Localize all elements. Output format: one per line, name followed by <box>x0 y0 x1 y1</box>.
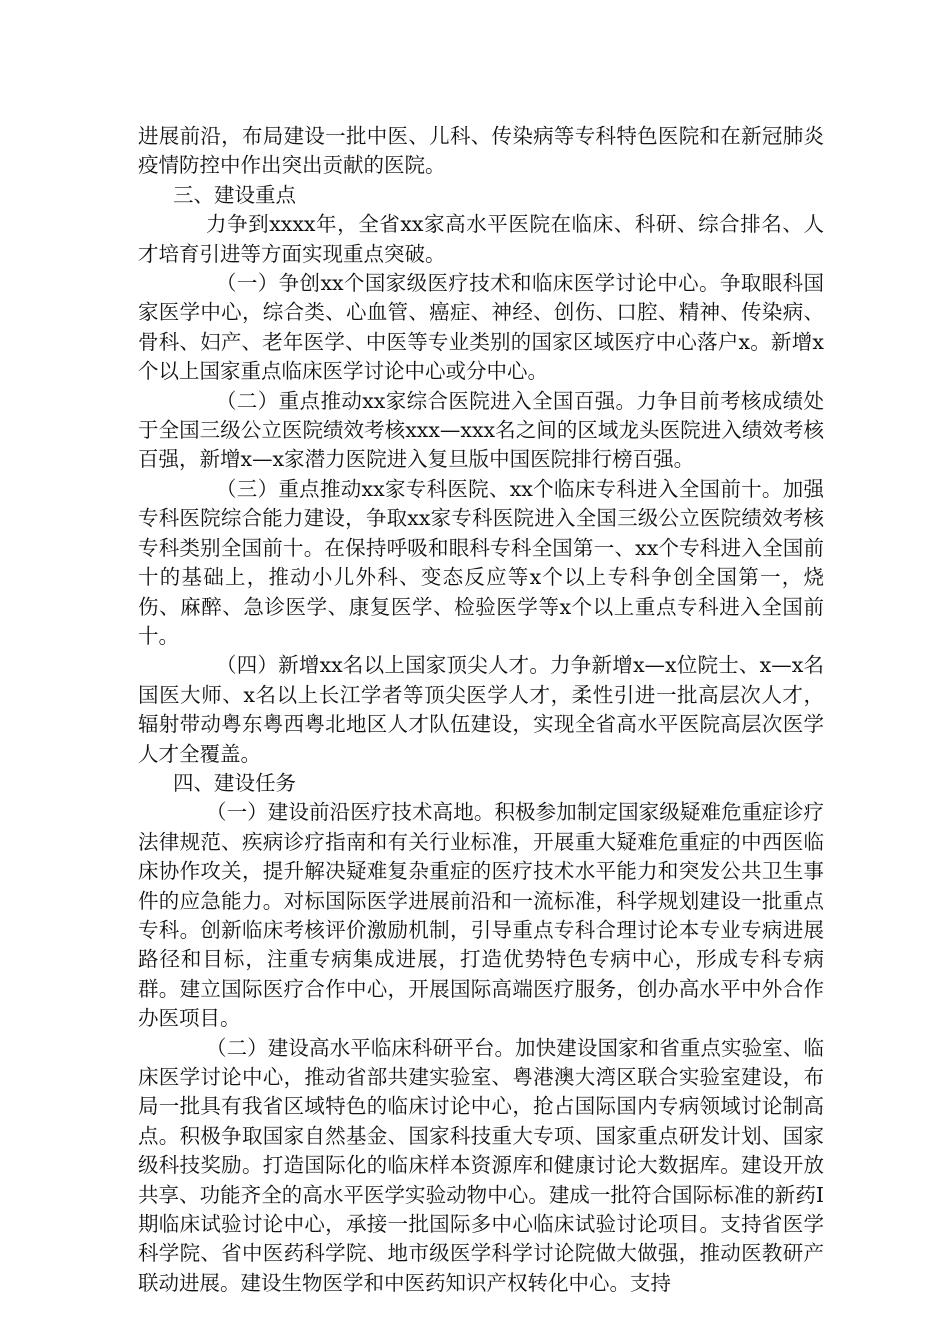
document-page <box>138 122 824 1298</box>
paragraph-key-point-4: （四）新增xx名以上国家顶尖人才。力争新增x—x位院士、x—x名国医大师、x名以上长江学者等顶尖医学人才，柔性引进一批高层次人才，辐射带动粤东粤西粤北地区人才队伍建设，实现全省高水平医院高层次医学人才全覆盖。 <box>138 653 824 766</box>
paragraph-task-1: （一）建设前沿医疗技术高地。积极参加制定国家级疑难危重症诊疗法律规范、疾病诊疗指南和有关行业标准，开展重大疑难危重症的中西医临床协作攻关，提升解决疑难复杂重症的医疗技术水平能力和突发公共卫生事件的应急能力。对标国际医学进展前沿和一流标准，科学规划建设一批重点专科。创新临床考核评价激励机制，引导重点专科合理讨论本专业专病进展路径和目标，注重专病集成进展，打造优势特色专病中心，形成专科专病群。建立国际医疗合作中心，开展国际高端医疗服务，创办高水平中外合作办医项目。 <box>138 800 824 1031</box>
paragraph-key-point-1: （一）争创xx个国家级医疗技术和临床医学讨论中心。争取眼科国家医学中心，综合类、心血管、癌症、神经、创伤、口腔、精神、传染病、骨科、妇产、老年医学、中医等专业类别的国家区域医疗中心落户x。新增x个以上国家重点临床医学讨论中心或分中心。 <box>138 271 824 384</box>
paragraph-intro-tail: 进展前沿，布局建设一批中医、儿科、传染病等专科特色医院和在新冠肺炎疫情防控中作出突出贡献的医院。 <box>138 124 824 178</box>
paragraph-key-point-3: （三）重点推动xx家专科医院、xx个临床专科进入全国前十。加强专科医院综合能力建设，争取xx家专科医院进入全国三级公立医院绩效考核专科类别全国前十。在保持呼吸和眼科专科全国第一、xx个专科进入全国前十的基础上，推动小儿外科、变态反应等x个以上专科争创全国第一，烧伤、麻醉、急诊医学、康复医学、检验医学等x个以上重点专科进入全国前十。 <box>138 476 824 648</box>
paragraph-task-2: （二）建设高水平临床科研平台。加快建设国家和省重点实验室、临床医学讨论中心，推动省部共建实验室、粤港澳大湾区联合实验室建设，布局一批具有我省区域特色的临床讨论中心，抢占国际国内专病领域讨论制高点。积极争取国家自然基金、国家科技重大专项、国家重点研发计划、国家级科技奖励。打造国际化的临床样本资源库和健康讨论大数据库。建设开放共享、功能齐全的高水平医学实验动物中心。建成一批符合国际标准的新药Ⅰ期临床试验讨论中心，承接一批国际多中心临床试验讨论项目。支持省医学科学院、省中医药科学院、地市级医学科学讨论院做大做强，推动医教研产联动进展。建设生物医学和中医药知识产权转化中心。支持 <box>138 1035 824 1295</box>
paragraph-goal: 力争到xxxx年，全省xx家高水平医院在临床、科研、综合排名、人才培育引进等方面实现重点突破。 <box>138 212 824 266</box>
section-heading-tasks: 四、建设任务 <box>173 770 296 795</box>
paragraph-key-point-2: （二）重点推动xx家综合医院进入全国百强。力争目前考核成绩处于全国三级公立医院绩效考核xxx—xxx名之间的区域龙头医院进入绩效考核百强，新增x—x家潜力医院进入复旦版中国医院排行榜百强。 <box>138 388 824 472</box>
section-heading-key-points: 三、建设重点 <box>173 182 296 207</box>
